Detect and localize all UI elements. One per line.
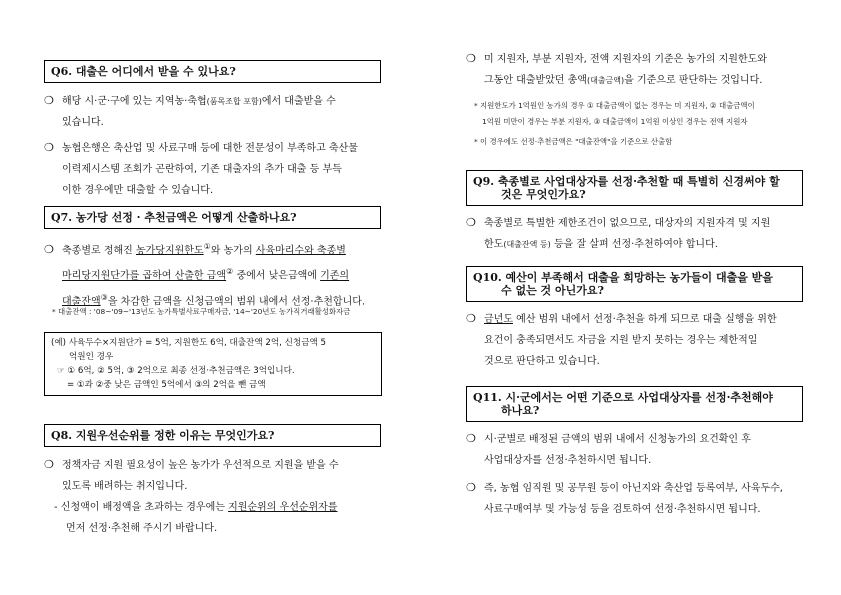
support-criteria-notes: * 지원한도가 1억원인 농가의 경우 ① 대출금액이 없는 경우는 미 지원자, ② 대출금액이 1억원 미만이 경우는 부분 지원자, ③ 대출금액이 1억원 이상인 경우는 전액 지원자 * 이 경우에도 선정·추천금액은 "대출잔액"을 기준으로 산출함: [474, 101, 755, 146]
q11-heading: Q11. 시·군에서는 어떤 기준으로 사업대상자를 선정·추천해야 하나요?: [466, 386, 803, 422]
q8-heading: Q8. 지원우선순위를 정한 이유는 무엇인가요?: [44, 424, 381, 447]
q6-heading: Q6. 대출은 어디에서 받을 수 있나요?: [44, 60, 381, 83]
q7-example-box: (예) 사육두수×지원단가 = 5억, 지원한도 6억, 대출잔액 2억, 신청금액 5 억원인 경우 ☞ ① 6억, ② 5억, ③ 2억으로 최종 선정·추천금액은 3억입니다. = ①과 ②중 낮은 금액인 5억에서 ③의 2억을 뺀 금액: [44, 332, 382, 396]
support-criteria-text: ❍ 미 지원자, 부분 지원자, 전액 지원자의 기준은 농가의 지원한도와 그동안 대출받았던 총액(대출금액)을 기준으로 판단하는 것입니다.: [466, 52, 767, 86]
q10-answer: ❍ 금년도 예산 범위 내에서 선정·추천을 하게 되므로 대출 실행을 위한 요건이 충족되면서도 자금을 지원 받지 못하는 경우는 제한적일 것으로 판단하고 있습니다.: [466, 312, 777, 367]
q9-heading: Q9. 축종별로 사업대상자를 선정·추천할 때 특별히 신경써야 할 것은 무엇인가요?: [466, 170, 803, 206]
q10-heading: Q10. 예산이 부족해서 대출을 희망하는 농가들이 대출을 받을 수 없는 것 아닌가요?: [466, 266, 803, 302]
q7-note: * 대출잔액 : '08~'09~'13년도 농가특별사료구매자금, '14~'20년도 농가직거래활성화자금: [52, 307, 351, 316]
q6-answer: ❍ 해당 시·군·구에 있는 지역농·축협(품목조합 포함)에서 대출받을 수 있습니다. ❍ 농협은행은 축산업 및 사료구매 등에 대한 전문성이 부족하고 축산물 이력제시스템 조회가 곤란하여, 기존 대출자의 추가 대출 등 부득 이한 경우에만 대출할 수 있습니다.: [44, 94, 358, 196]
q8-answer: ❍ 정책자금 지원 필요성이 높은 농가가 우선적으로 지원을 받을 수 있도록 배려하는 취지입니다. - 신청액이 배정액을 초과하는 경우에는 지원순위의 우선순위자를 먼저 선정·추천해 주시기 바랍니다.: [44, 458, 339, 534]
q9-answer: ❍ 축종별로 특별한 제한조건이 없으므로, 대상자의 지원자격 및 지원 한도(대출잔액 등) 등을 잘 살펴 선정·추천하여야 합니다.: [466, 216, 771, 250]
q7-answer: ❍ 축종별로 정해진 농가당지원한도①와 농가의 사육마리수와 축종별 마리당지원단가를 곱하여 산출한 금액② 중에서 낮은금액에 기존의 대출잔액③을 차감한 금액을 신청금액의 범위 내에서 선정·추천합니다.: [44, 242, 366, 307]
q11-answer: ❍ 시·군별로 배정된 금액의 범위 내에서 신청농가의 요건확인 후 사업대상자를 선정·추천하시면 됩니다. ❍ 즉, 농협 임직원 및 공무원 등이 아닌지와 축산업 등록여부, 사육두수, 사료구매여부 및 가능성 등을 검토하여 선정·추천하시면 됩니다.: [466, 432, 783, 515]
q7-heading: Q7. 농가당 선정 · 추천금액은 어떻게 산출하나요?: [44, 206, 381, 229]
